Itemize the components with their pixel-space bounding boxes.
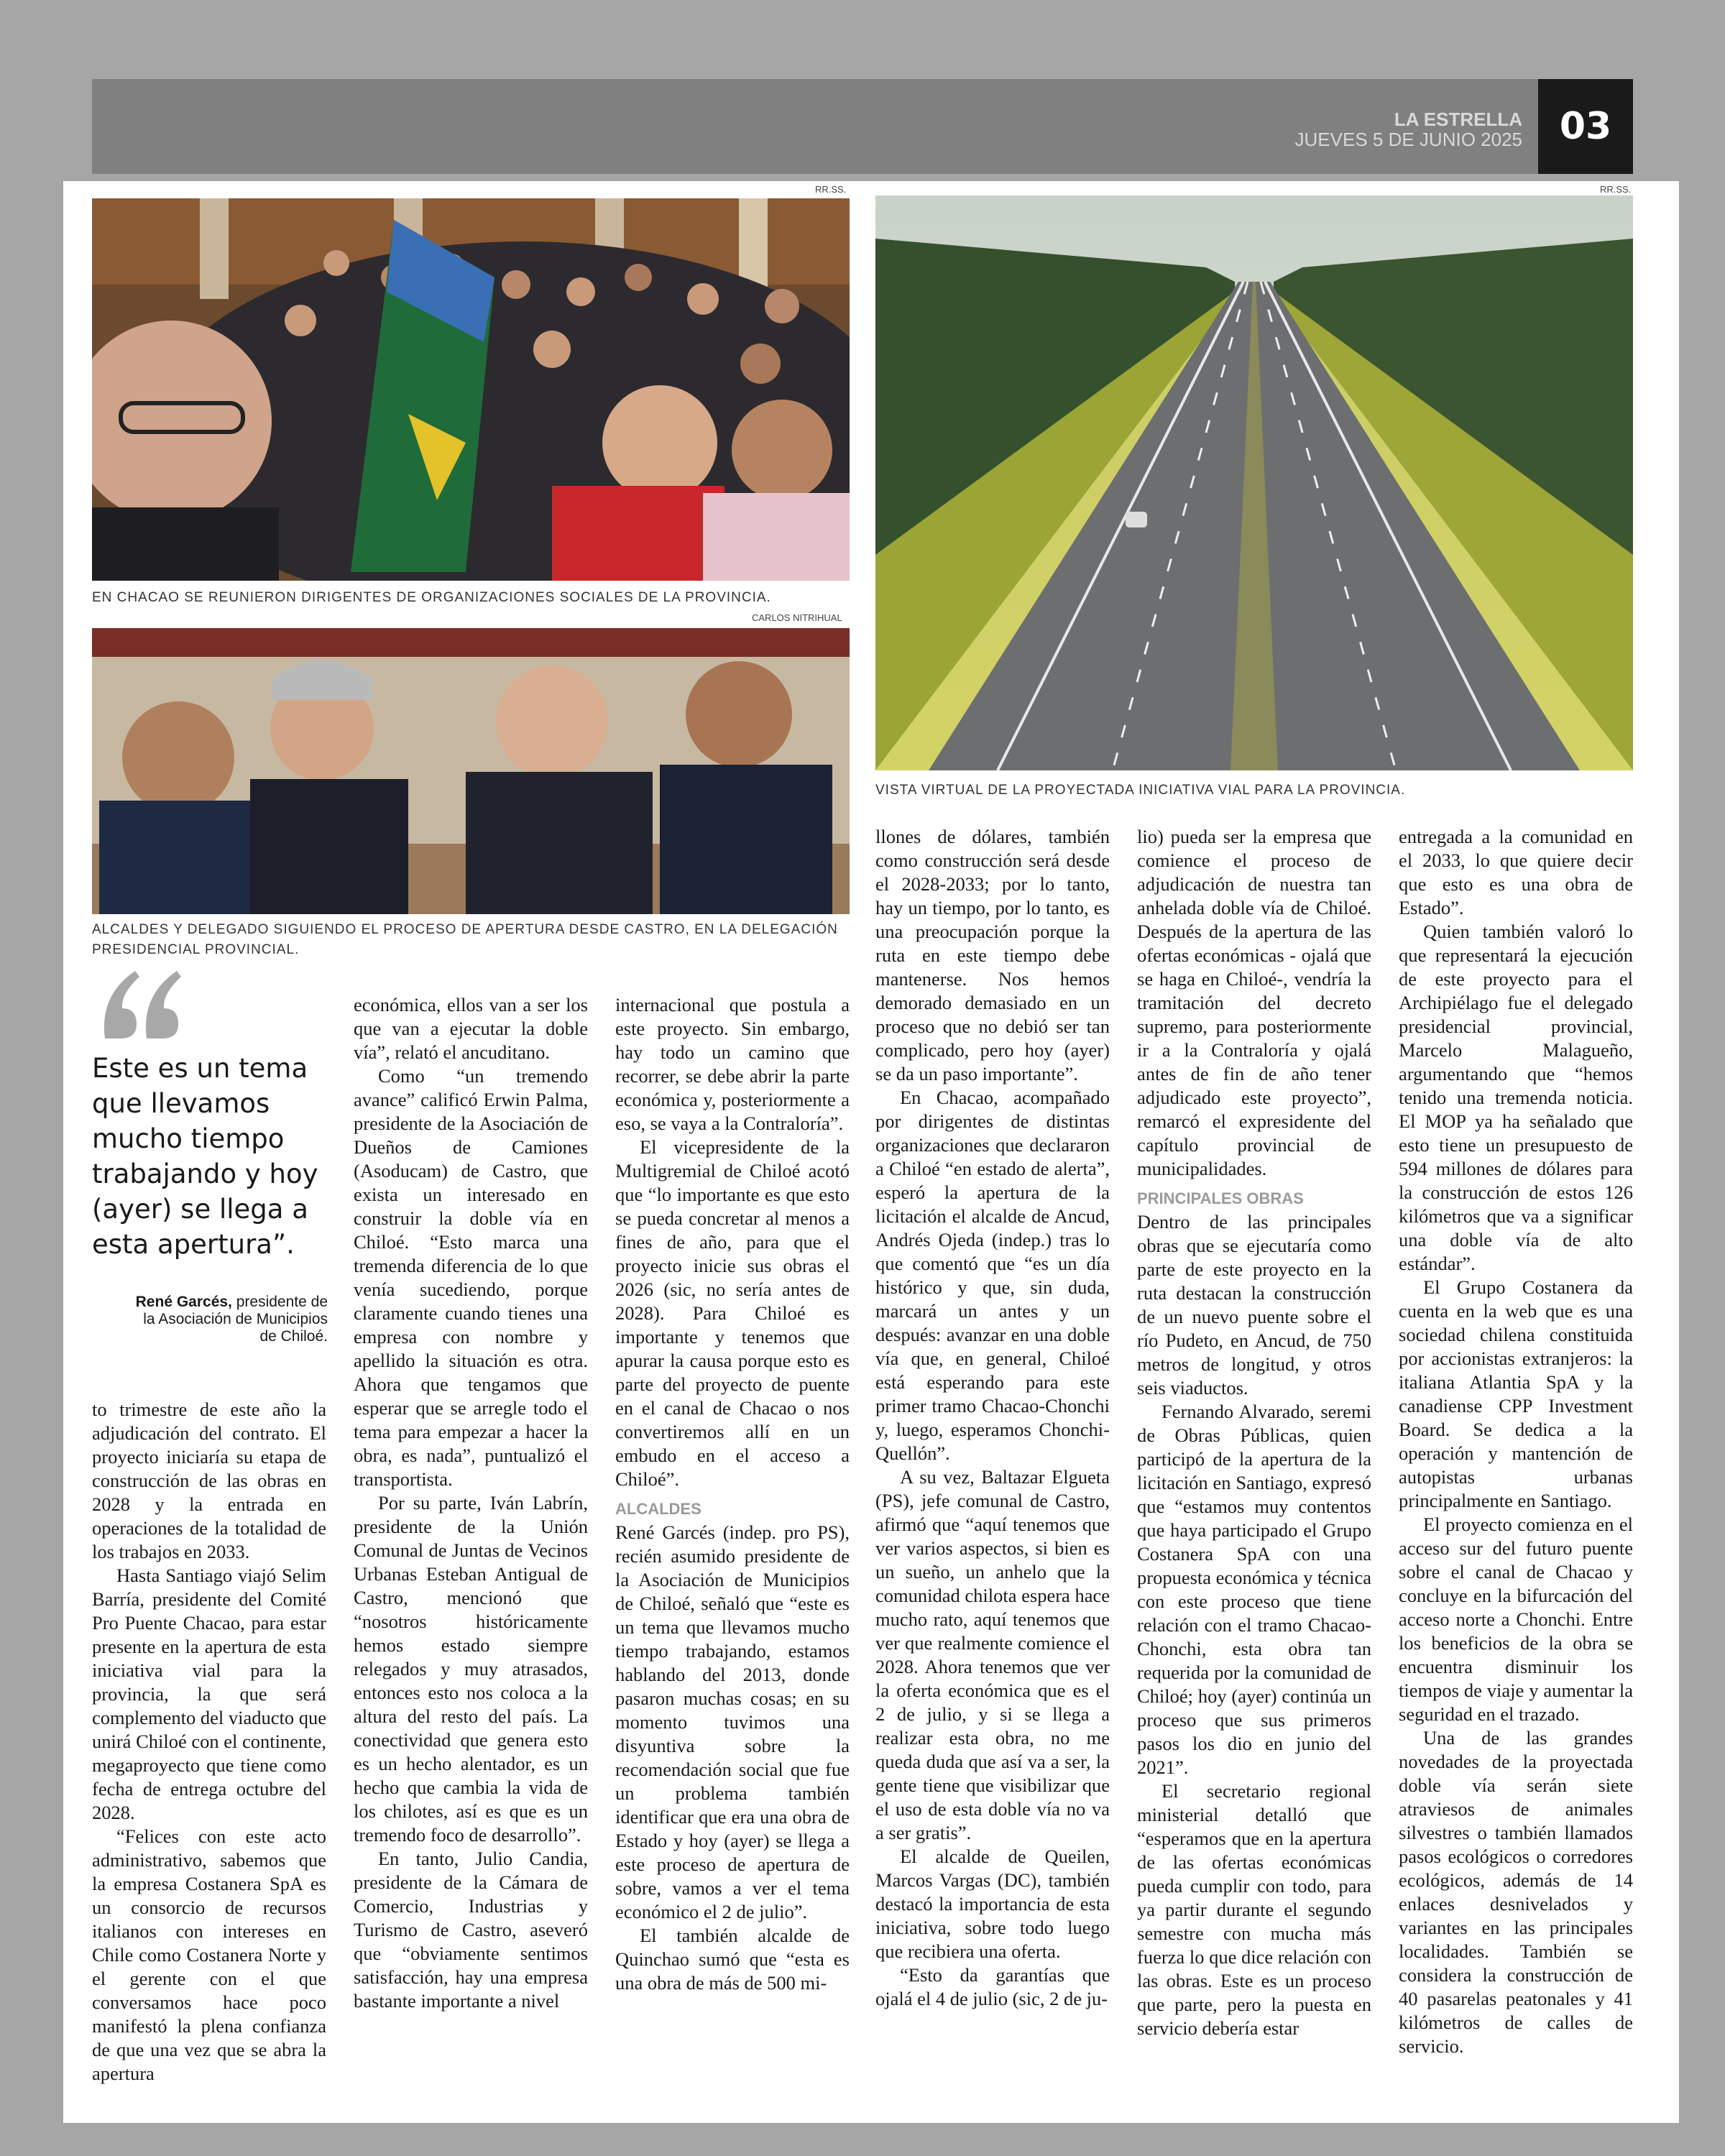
officials-photo-image [92, 628, 850, 914]
subheading-alcaldes: ALCALDES [615, 1500, 702, 1518]
photo1-credit: RR.SS. [815, 184, 847, 195]
pullquote-role: presidente de la Asociación de Municipios de Chiloé. [143, 1294, 328, 1345]
article-column-2 [354, 993, 588, 2013]
paragraph: A su vez, Baltazar Elgueta (PS), jefe comunal de Castro, afirmó que “aquí tenemos que ver varios aspectos, si bien es un sueño, un anhelo que la comunidad chilota espera hace mucho rato, aquí tenemos que ver que realmente comience el 2028. Ahora tenemos que ver la oferta económica que es el 2 de julio, y si se llega a realizar esta obra, no me queda duda que así va a ser, la gente tiene que visibilizar que el uso de esta doble vía no va a ser gratis”. [875, 1466, 1110, 1843]
article-column-4 [875, 825, 1110, 2011]
paragraph: Hasta Santiago viajó Selim Barría, presidente del Comité Pro Puente Chacao, para estar presente en la apertura de esta iniciativa vial para la provincia, la que será complemento del viaducto que unirá Chiloé con el continente, megaproyecto que tiene como fecha de entrega octubre del 2028. [92, 1565, 326, 1823]
pullquote-attribution [129, 1294, 328, 1345]
photo3-credit: RR.SS. [1600, 184, 1632, 195]
photo3-caption: VISTA VIRTUAL DE LA PROYECTADA INICIATIVA VIAL PARA LA PROVINCIA. [875, 783, 1406, 798]
article-column-5 [1137, 825, 1371, 2040]
paragraph: El secretario regional ministerial detalló que “esperamos que en la apertura de las ofertas económicas pueda cumplir con todo, para ya partir durante el segundo semestre con mucha más fuerza lo que dice relación con las obras. Este es un proceso que parte, pero la puesta en servicio debería estar [1137, 1780, 1371, 2039]
road-rendering-photo [875, 195, 1633, 770]
paragraph: El vicepresidente de la Multigremial de Chiloé acotó que “lo importante es que esto se pueda concretar al menos a fines de año, para que el proyecto inicie sus obras el 2026 (sic, no sería antes de 2028). Para Chiloé es importante y tenemos que apurar la causa porque esto es parte del proyecto de puente en el canal de Chacao o nos convertiremos allí en un embudo en el acceso a Chiloé”. [615, 1136, 850, 1490]
paragraph: El alcalde de Queilen, Marcos Vargas (DC), también destacó la importancia de esta iniciativa, sobre todo luego que recibiera una oferta. [875, 1846, 1110, 1962]
paragraph: En tanto, Julio Candia, presidente de la Cámara de Comercio, Industrias y Turismo de Castro, aseveró que “obviamente sentimos satisfacción, hay una empresa bastante importante a nivel [354, 1848, 588, 2012]
photo2-credit: CARLOS NITRIHUAL [752, 612, 842, 623]
pullquote-text: Este es un tema que llevamos mucho tiempo trabajando y hoy (ayer) se llega a esta apertura”. [92, 1053, 318, 1260]
photo2-caption: ALCALDES Y DELEGADO SIGUIENDO EL PROCESO DE APERTURA DESDE CASTRO, EN LA DELEGACIÓN PRESIDENCIAL PROVINCIAL. [92, 922, 838, 957]
article-column-3 [615, 993, 850, 1995]
paragraph: lio) pueda ser la empresa que comience el proceso de adjudicación de nuestra tan anhelada doble vía de Chiloé. Después de la apertura de las ofertas económicas - ojalá que se haga en Chiloé-, vendría la tramitación del decreto supremo, para posteriormente ir a la Contraloría y ojalá antes de fin de año tener adjudicado este proyecto”, remarcó el expresidente del capítulo provincial de municipalidades. [1137, 826, 1371, 1179]
paragraph: El proyecto comienza en el acceso sur del futuro puente sobre el canal de Chacao y concluye en la bifurcación del acceso norte a Chonchi. Entre los beneficios de la obra se encuentra disminuir los tiempos de viaje y aumentar la seguridad en el trazado. [1399, 1514, 1633, 1725]
quote-mark-icon [99, 967, 185, 1046]
pullquote-author: René Garcés, [135, 1294, 232, 1310]
paragraph: René Garcés (indep. pro PS), recién asumido presidente de la Asociación de Municipios de Chiloé, señaló que “este es un tema que llevamos mucho tiempo trabajando, estamos hablando del 2013, donde pasaron muchas cosas; en su momento tuvimos una disyuntiva sobre la recomendación social que fue un problema también identificar que era una obra de Estado y hoy (ayer) se llega a este proceso de apertura de sobre, vamos a ver el tema económico el 2 de julio”. [615, 1521, 850, 1922]
officials-photo [92, 628, 850, 914]
paragraph: El Grupo Costanera da cuenta en la web que es una sociedad chilena constituida por accionistas extranjeros: la italiana Atlantia SpA y la canadiense CPP Investment Board. Se dedica a la operación y mantención de autopistas urbanas principalmente en Santiago. [1399, 1276, 1633, 1511]
subheading-principales-obras: PRINCIPALES OBRAS [1137, 1189, 1304, 1207]
article-column-6 [1399, 825, 1633, 2058]
publication-date: JUEVES 5 DE JUNIO 2025 [1294, 129, 1522, 150]
paragraph: Como “un tremendo avance” calificó Erwin Palma, presidente de la Asociación de Dueños de Camiones (Asoducam) de Castro, que exista un interesado en construir la doble vía en Chiloé. “Esto marca una tremenda diferencia de lo que venía sucediendo, porque claramente cuando tienes una empresa con nombre y apellido la situación es otra. Ahora que tengamos que esperar que se arregle todo el tema para empezar a hacer la obra, es nada”, puntualizó el transportista. [354, 1065, 588, 1490]
paragraph: to trimestre de este año la adjudicación del contrato. El proyecto iniciaría su etapa de construcción de las obras en 2028 y la entrada en operaciones de la totalidad de los trabajos en 2033. [92, 1399, 326, 1562]
paragraph: económica, ellos van a ser los que van a ejecutar la doble vía”, relató el ancuditano. [354, 994, 588, 1063]
paragraph: Fernando Alvarado, seremi de Obras Públicas, quien participó de la apertura de la licitación en Santiago, expresó que “estamos muy contentos que haya participado el Grupo Costanera SpA con una propuesta económica y técnica con este proceso que tiene relación con el tramo Chacao-Chonchi, esta obra tan requerida por la comunidad de Chiloé; hoy (ayer) continúa un proceso que sus primeros pasos los dio en junio del 2021”. [1137, 1401, 1371, 1778]
photo1-caption: EN CHACAO SE REUNIERON DIRIGENTES DE ORGANIZACIONES SOCIALES DE LA PROVINCIA. [92, 590, 771, 605]
paragraph: entregada a la comunidad en el 2033, lo que quiere decir que esto es una obra de Estado”. [1399, 826, 1633, 918]
paragraph: internacional que postula a este proyecto. Sin embargo, hay todo un camino que recorrer, se debe abrir la parte económica y, posteriormente a eso, se vaya a la Contraloría”. [615, 994, 850, 1134]
paragraph: llones de dólares, también como construcción será desde el 2028-2033; por lo tanto, hay un tiempo, por lo tanto, es una preocupación porque la ruta en este tiempo debe mantenerse. Nos hemos demorado demasiado en un proceso que no debió ser tan complicado, pero hoy (ayer) se da un paso importante”. [875, 826, 1110, 1084]
road-rendering-image [875, 195, 1633, 770]
paragraph: Quien también valoró lo que representará la ejecución de este proyecto para el Archipiélago fue el delegado presidencial provincial, Marcelo Malagueño, argumentando que “hemos tenido una tremenda noticia. El MOP ya ha señalado que esto tiene un presupuesto de 594 millones de dólares para la construcción de estos 126 kilómetros que va a significar una doble vía de alto estándar”. [1399, 921, 1633, 1274]
paragraph: En Chacao, acompañado por dirigentes de distintas organizaciones que declararon a Chiloé “en estado de alerta”, esperó la apertura de la licitación el alcalde de Ancud, Andrés Ojeda (indep.) tras lo que comentó que “es un día histórico y que, sin duda, marcará un antes y un después: avanzar en una doble vía que, en general, Chiloé está esperando para este primer tramo Chacao-Chonchi y, luego, esperamos Chonchi-Quellón”. [875, 1087, 1110, 1464]
paragraph: Dentro de las principales obras que se ejecutaría como parte de este proyecto en la ruta destacan la construcción de un nuevo puente sobre el río Pudeto, en Ancud, de 750 metros de longitud, y otros seis viaductos. [1137, 1211, 1371, 1399]
page-number: 03 [1538, 79, 1633, 174]
paragraph: “Felices con este acto administrativo, sabemos que la empresa Costanera SpA es un consorcio de recursos italianos con intereses en Chile como Costanera Norte y el gerente con el que conversamos hace poco manifestó la plena confianza de que una vez que se abra la apertura [92, 1825, 326, 2084]
publication-name: LA ESTRELLA [1394, 109, 1522, 130]
paragraph: “Esto da garantías que ojalá el 4 de julio (sic, 2 de ju- [875, 1964, 1110, 2009]
meeting-photo-image [92, 198, 850, 581]
publication-info [1295, 109, 1522, 149]
meeting-photo [92, 198, 850, 581]
article-column-1 [92, 1398, 326, 2086]
paragraph: Por su parte, Iván Labrín, presidente de la Unión Comunal de Juntas de Vecinos Urbanas Esteban Antigual de Castro, mencionó que “nosotros históricamente hemos estado siempre relegados y muy atrasados, entonces esto nos coloca a la altura del resto del país. La conectividad que genera esto es un hecho alentador, es un hecho que cambia la vida de los chilotes, así es que es un tremendo foco de desarrollo”. [354, 1492, 588, 1846]
paragraph: Una de las grandes novedades de la proyectada doble vía serán siete atraviesos de animales silvestres o también llamados pasos ecológicos o corredores ecológicos, además de 14 enlaces desnivelados y variantes en las principales localidades. También se considera la construcción de 40 pasarelas peatonales y 41 kilómetros de calles de servicio. [1399, 1727, 1633, 2057]
paragraph: El también alcalde de Quinchao sumó que “esta es una obra de más de 500 mi- [615, 1925, 850, 1994]
